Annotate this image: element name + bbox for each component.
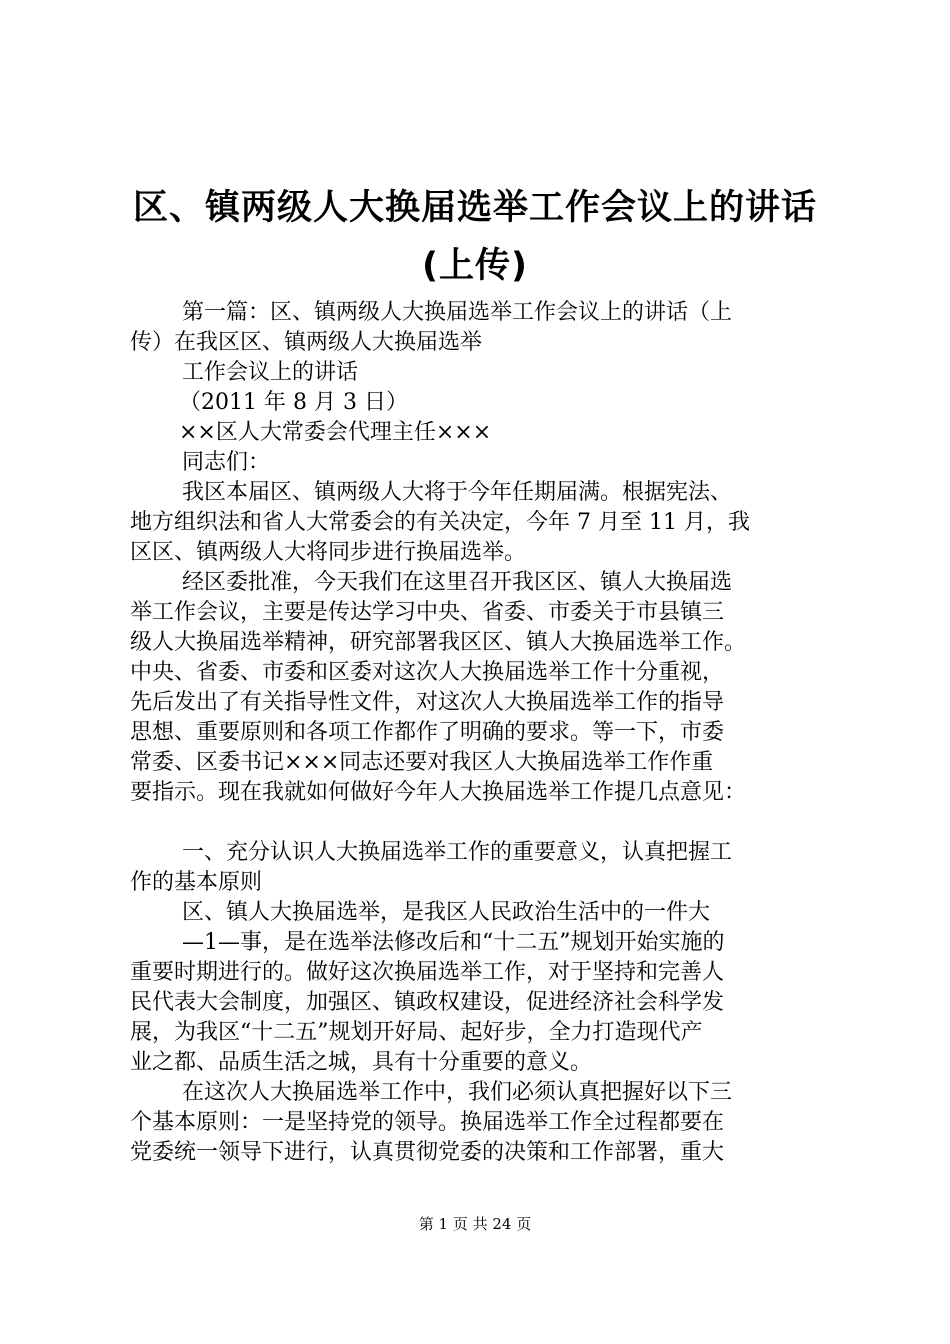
- body-line: 重要时期进行的。做好这次换届选举工作，对于坚持和完善人: [130, 960, 725, 985]
- body-line: 展，为我区“十二五”规划开好局、起好步，全力打造现代产: [130, 1020, 703, 1045]
- body-line: 党委统一领导下进行，认真贯彻党委的决策和工作部署，重大: [130, 1140, 725, 1165]
- body-line: 个基本原则：一是坚持党的领导。换届选举工作全过程都要在: [130, 1110, 725, 1135]
- document-title: 区、镇两级人大换届选举工作会议上的讲话: [132, 188, 817, 228]
- document-body: [130, 298, 830, 1168]
- paragraph-gap: [130, 808, 830, 838]
- section-heading: 作的基本原则: [130, 870, 263, 895]
- speaker-line: ××区人大常委会代理主任×××: [179, 420, 492, 445]
- speech-date: （2011 年 8 月 3 日）: [179, 390, 408, 415]
- body-line: 第一篇：区、镇两级人大换届选举工作会议上的讲话（上: [182, 300, 733, 325]
- body-line: 中央、省委、市委和区委对这次人大换届选举工作十分重视，: [130, 660, 725, 685]
- body-line: 区、镇人大换届选举，是我区人民政治生活中的一件大: [182, 900, 711, 925]
- body-line: 我区本届区、镇两级人大将于今年任期届满。根据宪法、: [182, 480, 733, 505]
- body-line: 先后发出了有关指导性文件，对这次人大换届选举工作的指导: [130, 690, 725, 715]
- body-line: 区区、镇两级人大将同步进行换届选举。: [130, 540, 527, 565]
- speech-subtitle: 工作会议上的讲话: [182, 360, 359, 385]
- body-line: 级人大换届选举精神，研究部署我区区、镇人大换届选举工作。: [130, 630, 747, 655]
- body-line: 在这次人大换届选举工作中，我们必须认真把握好以下三: [182, 1080, 733, 1105]
- salutation: 同志们：: [182, 450, 271, 475]
- page-number: 第 1 页 共 24 页: [418, 1215, 532, 1233]
- body-line: 举工作会议，主要是传达学习中央、省委、市委关于市县镇三: [130, 600, 725, 625]
- body-line: 常委、区委书记×××同志还要对我区人大换届选举工作作重: [130, 750, 714, 775]
- body-line: 业之都、品质生活之城，具有十分重要的意义。: [130, 1050, 593, 1075]
- section-heading: 一、充分认识人大换届选举工作的重要意义，认真把握工: [182, 840, 733, 865]
- body-line: 传）在我区区、镇两级人大换届选举: [130, 330, 483, 355]
- body-line: 要指示。现在我就如何做好今年人大换届选举工作提几点意见：: [130, 780, 747, 805]
- body-line: 地方组织法和省人大常委会的有关决定，今年 7 月至 11 月，我: [130, 510, 750, 535]
- body-line: 民代表大会制度，加强区、镇政权建设，促进经济社会科学发: [130, 990, 725, 1015]
- body-line: 思想、重要原则和各项工作都作了明确的要求。等一下，市委: [130, 720, 725, 745]
- body-line: 经区委批准，今天我们在这里召开我区区、镇人大换届选: [182, 570, 733, 595]
- document-title-suffix: (上传): [422, 246, 528, 286]
- body-line: —1—事，是在选举法修改后和“十二五”规划开始实施的: [182, 930, 725, 955]
